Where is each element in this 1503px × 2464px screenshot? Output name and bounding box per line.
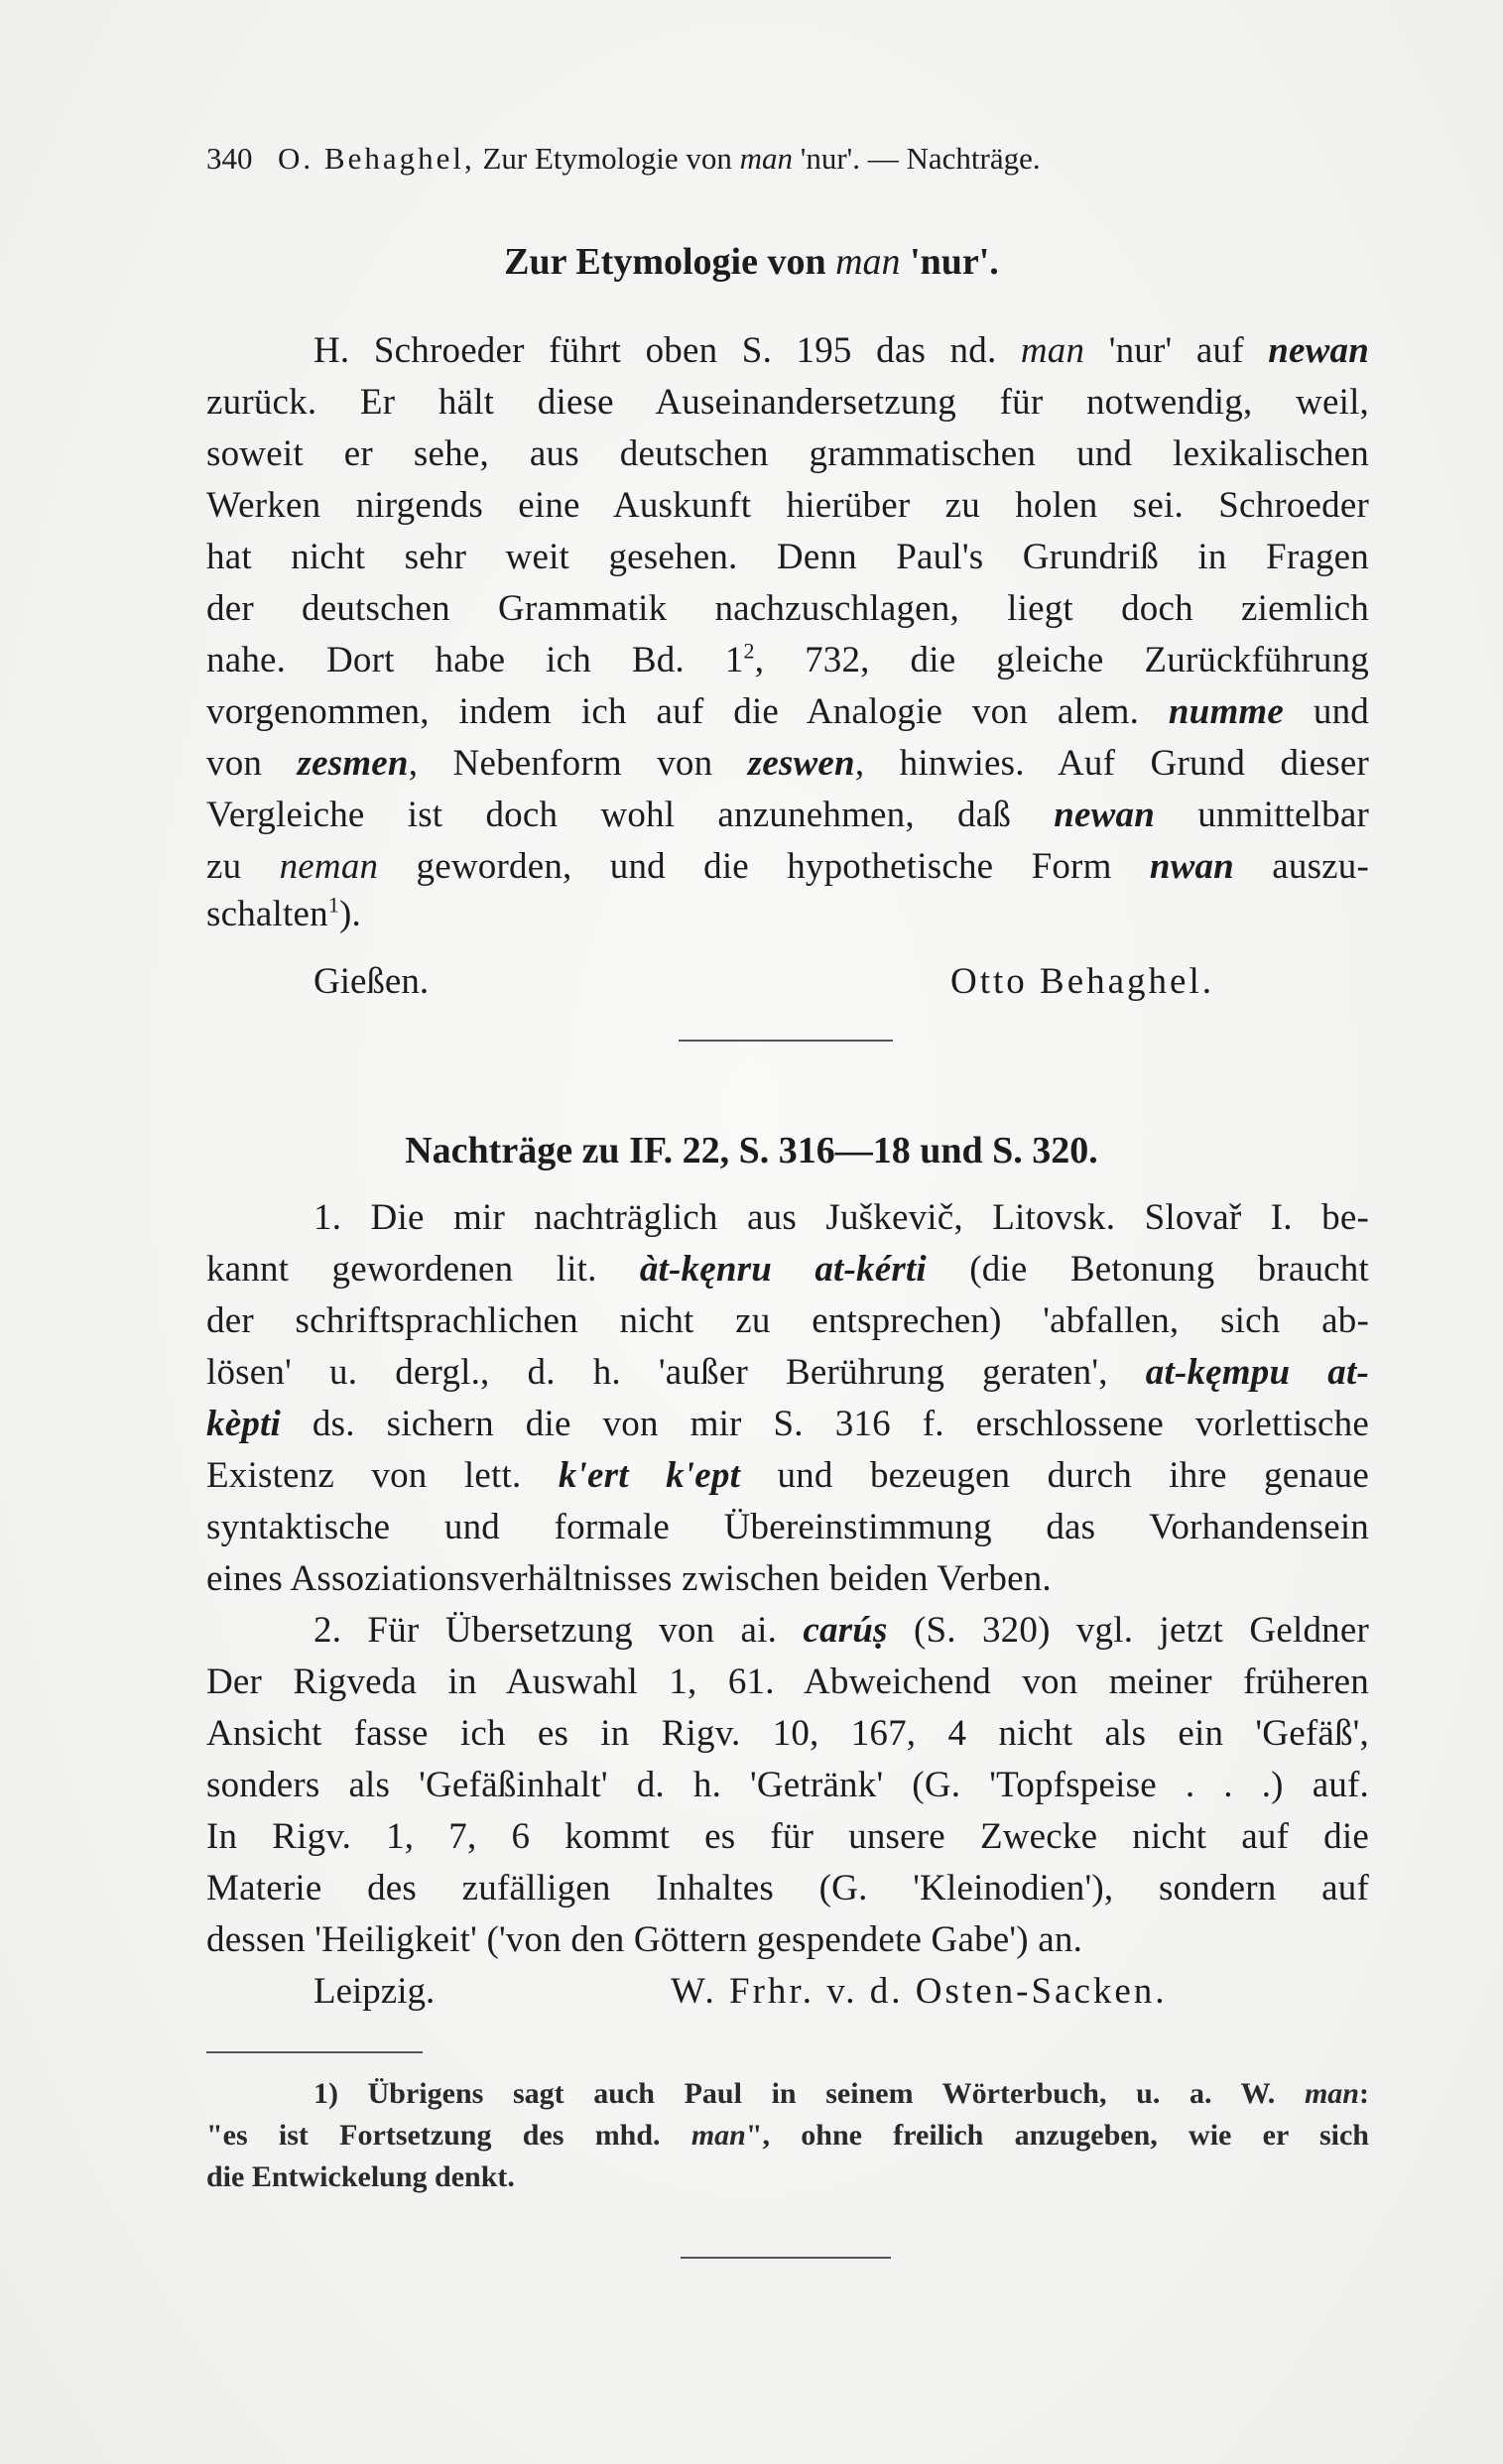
text-span: In Rigv. 1, 7, 6 kommt es für unsere Zwecke nicht auf die bbox=[206, 1816, 1369, 1857]
text-line bbox=[206, 686, 1369, 738]
emphasized-word: numme bbox=[1168, 691, 1285, 732]
text-span: nahe. Dort habe ich Bd. 1 bbox=[206, 640, 744, 680]
text-span: Existenz von lett. bbox=[206, 1455, 559, 1496]
text-span: lösen' u. dergl., d. h. 'außer Berührung geraten', bbox=[206, 1352, 1146, 1393]
text-span: geworden, und die hypothetische Form bbox=[378, 846, 1150, 887]
text-span: der deutschen Grammatik nachzuschlagen, liegt doch ziemlich bbox=[206, 588, 1369, 629]
text-line bbox=[206, 1863, 1369, 1914]
text-span: Der Rigveda in Auswahl 1, 61. Abweichend von meiner früheren bbox=[206, 1662, 1369, 1702]
emphasized-word: kèpti bbox=[206, 1404, 281, 1444]
running-header bbox=[206, 137, 1369, 181]
text-span: H. Schroeder führt oben S. 195 das nd. bbox=[313, 330, 1021, 371]
text-line bbox=[206, 790, 1369, 841]
text-span: die Entwickelung denkt. bbox=[206, 2160, 515, 2193]
text-line bbox=[206, 738, 1369, 790]
text-span: soweit er sehe, aus deutschen grammatischen und lexikalischen bbox=[206, 433, 1369, 474]
text-line bbox=[206, 1760, 1369, 1811]
text-line bbox=[206, 635, 1369, 686]
text-span: (die Betonung braucht bbox=[926, 1249, 1369, 1290]
text-span: 1. Die mir nachträglich aus Juškevič, Litovsk. Slovař I. be- bbox=[313, 1197, 1369, 1238]
text-line bbox=[206, 1553, 1369, 1605]
text-span: dessen 'Heiligkeit' ('von den Göttern gespendete Gabe') an. bbox=[206, 1919, 1083, 1960]
text-span: vorgenommen, indem ich auf die Analogie von alem. bbox=[206, 691, 1169, 732]
article-2-place: Leipzig. bbox=[313, 1971, 436, 2012]
text-span: zu bbox=[206, 846, 280, 887]
text-line bbox=[206, 1192, 1369, 1244]
emphasized-word: man bbox=[1020, 330, 1085, 371]
text-line bbox=[206, 532, 1369, 583]
text-span: zurück. Er hält diese Auseinandersetzung für notwendig, weil, bbox=[206, 382, 1369, 423]
text-line bbox=[206, 480, 1369, 532]
text-line bbox=[206, 1657, 1369, 1708]
text-span: , 732, die gleiche Zurückführung bbox=[754, 640, 1369, 680]
article-1-heading-text: Zur Etymologie von bbox=[504, 241, 826, 283]
text-line bbox=[206, 1399, 1369, 1450]
text-span: , Nebenform von bbox=[408, 743, 748, 784]
article-1-author: Otto Behaghel. bbox=[950, 961, 1215, 1002]
emphasized-word: man bbox=[690, 2119, 746, 2152]
text-line bbox=[206, 2156, 1369, 2198]
emphasized-word: zeswen bbox=[747, 743, 855, 784]
header-title-italic: man bbox=[739, 141, 794, 176]
text-span: und bezeugen durch ihre genaue bbox=[740, 1455, 1369, 1496]
text-line bbox=[206, 889, 1369, 940]
text-line bbox=[206, 1295, 1369, 1347]
text-span: ", ohne freilich anzugeben, wie er sich bbox=[745, 2119, 1369, 2152]
text-line bbox=[206, 2073, 1369, 2115]
text-span: unmittelbar bbox=[1155, 795, 1369, 835]
text-span: eines Assoziationsverhältnisses zwischen beiden Verben. bbox=[206, 1558, 1052, 1599]
text-span: (S. 320) vgl. jetzt Geldner bbox=[887, 1610, 1369, 1651]
text-line bbox=[206, 377, 1369, 429]
emphasized-word: k'ert k'ept bbox=[558, 1455, 741, 1496]
text-span: 'nur' auf bbox=[1084, 330, 1269, 371]
text-line bbox=[206, 429, 1369, 480]
text-line bbox=[206, 1811, 1369, 1863]
text-line bbox=[206, 1502, 1369, 1553]
text-line bbox=[206, 841, 1369, 893]
article-1-heading bbox=[0, 236, 1503, 288]
text-span: schalten bbox=[206, 894, 328, 934]
text-span: Vergleiche ist doch wohl anzunehmen, daß bbox=[206, 795, 1055, 835]
text-span: "es ist Fortsetzung des mhd. bbox=[206, 2119, 691, 2152]
text-span: , hinwies. Auf Grund dieser bbox=[854, 743, 1370, 784]
text-line bbox=[206, 1708, 1369, 1760]
text-span: Werken nirgends eine Auskunft hierüber zu holen sei. Schroeder bbox=[206, 485, 1369, 526]
text-span: 1) Übrigens sagt auch Paul in seinem Wörterbuch, u. a. W. bbox=[313, 2077, 1305, 2110]
text-span: ). bbox=[339, 894, 362, 934]
article-2-author: W. Frhr. v. d. Osten-Sacken. bbox=[671, 1971, 1168, 2012]
text-span: auszu- bbox=[1233, 846, 1370, 887]
section-divider bbox=[679, 1040, 893, 1042]
header-title-end: 'nur'. — Nachträge. bbox=[800, 141, 1041, 176]
text-span: syntaktische und formale Übereinstimmung das Vorhandensein bbox=[206, 1507, 1369, 1547]
article-1-place: Gießen. bbox=[313, 961, 430, 1002]
emphasized-word: àt-kęnru at-kérti bbox=[639, 1249, 927, 1290]
text-span: sonders als 'Gefäßinhalt' d. h. 'Getränk' (G. 'Topfspeise . . .) auf. bbox=[206, 1765, 1369, 1805]
text-span: : bbox=[1359, 2077, 1369, 2110]
text-span: von bbox=[206, 743, 298, 784]
text-span: der schriftsprachlichen nicht zu entsprechen) 'abfallen, sich ab- bbox=[206, 1300, 1369, 1341]
text-span: hat nicht sehr weit gesehen. Denn Paul's Grundriß in Fragen bbox=[206, 537, 1369, 577]
text-span: Materie des zufälligen Inhaltes (G. 'Kleinodien'), sondern auf bbox=[206, 1868, 1369, 1909]
article-2-heading: Nachträge zu IF. 22, S. 316—18 und S. 320. bbox=[405, 1130, 1098, 1171]
emphasized-word: newan bbox=[1054, 795, 1156, 835]
emphasized-word: neman bbox=[279, 846, 379, 887]
emphasized-word: at-kęmpu at- bbox=[1145, 1352, 1370, 1393]
text-line bbox=[206, 1347, 1369, 1399]
text-span: 2. Für Übersetzung von ai. bbox=[313, 1610, 804, 1651]
footnote-marker: 1 bbox=[327, 892, 340, 918]
text-line bbox=[206, 1450, 1369, 1502]
text-line bbox=[206, 583, 1369, 635]
text-line bbox=[206, 1605, 1369, 1657]
page-number: 340 bbox=[206, 141, 253, 176]
text-line bbox=[206, 2115, 1369, 2156]
emphasized-word: newan bbox=[1268, 330, 1369, 371]
text-span: und bbox=[1284, 691, 1369, 732]
footnote-marker: 2 bbox=[743, 638, 755, 664]
text-line bbox=[206, 1914, 1369, 1966]
header-author: O. Behaghel, bbox=[278, 141, 475, 176]
text-line bbox=[206, 1244, 1369, 1295]
page-end-rule bbox=[681, 2257, 891, 2259]
article-1-heading-italic: man bbox=[835, 241, 901, 283]
text-line bbox=[206, 325, 1369, 377]
text-span: kannt gewordenen lit. bbox=[206, 1249, 640, 1290]
emphasized-word: zesmen bbox=[297, 743, 409, 784]
emphasized-word: man bbox=[1304, 2077, 1359, 2110]
text-span: ds. sichern die von mir S. 316 f. erschlossene vorlettische bbox=[280, 1404, 1369, 1444]
header-title: Zur Etymologie von bbox=[482, 141, 732, 176]
footnote-rule bbox=[206, 2051, 423, 2053]
text-span: Ansicht fasse ich es in Rigv. 10, 167, 4 nicht als ein 'Gefäß', bbox=[206, 1713, 1369, 1754]
emphasized-word: carúṣ bbox=[803, 1610, 888, 1651]
emphasized-word: nwan bbox=[1149, 846, 1234, 887]
article-1-heading-end: 'nur'. bbox=[910, 241, 999, 283]
